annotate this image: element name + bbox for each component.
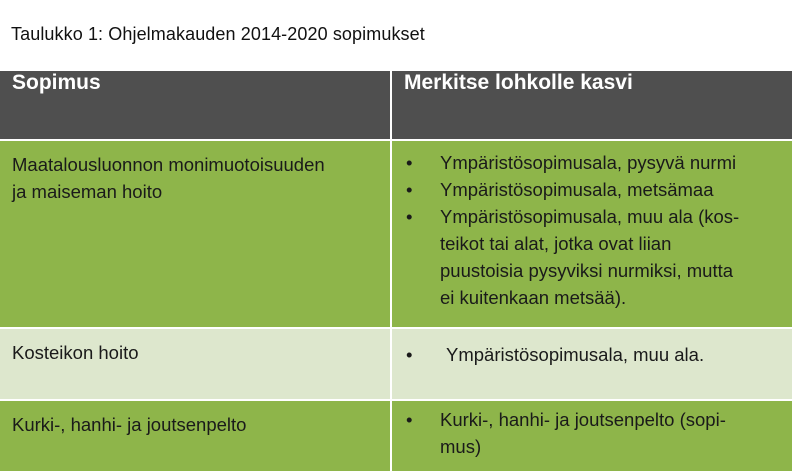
header-merkitse [391,71,792,140]
table-header-row [0,71,792,140]
sopimus-text [0,141,390,205]
header-sopimus [0,71,391,140]
sopimus-line: Kurki-, hanhi- ja joutsenpelto [12,414,247,435]
bullet-icon: • [406,344,413,365]
list-item-line: ei kuitenkaan metsää). [440,287,627,308]
kasvi-cell [391,140,792,328]
sopimus-line: Kosteikon hoito [12,342,139,363]
sopimus-cell [0,140,391,328]
list-item [404,406,782,460]
list-item-line: mus) [440,436,482,457]
list-item-line: Ympäristösopimusala, muu ala (kos- [440,206,740,227]
sopimus-text [0,401,390,438]
list-item-line: puustoisia pysyviksi nurmiksi, mutta [440,260,734,281]
list-item [404,149,782,176]
sopimus-line: ja maiseman hoito [12,181,163,202]
bullet-icon: • [406,152,413,173]
sopimus-line: Maatalousluonnon monimuotoisuuden [12,154,325,175]
list-item [404,203,782,311]
kasvi-list [392,141,792,311]
table-caption: Taulukko 1: Ohjelmakauden 2014-2020 sopimukset [11,24,425,44]
header-sopimus-label: Sopimus [12,71,101,94]
list-item-line: Kurki-, hanhi- ja joutsenpelto (sopi- [440,409,726,430]
list-item-line: Ympäristösopimusala, metsämaa [440,179,714,200]
list-item [404,341,782,368]
sopimus-cell [0,400,391,472]
list-item-line: Ympäristösopimusala, muu ala. [446,344,705,365]
kasvi-list [392,329,792,368]
list-item-line: Ympäristösopimusala, pysyvä nurmi [440,152,737,173]
kasvi-list [392,401,792,460]
bullet-icon: • [406,206,413,227]
sopimus-text [0,329,390,366]
list-item [404,176,782,203]
table-row [0,328,792,400]
bullet-icon: • [406,409,413,430]
kasvi-cell [391,328,792,400]
bullet-icon: • [406,179,413,200]
kasvi-cell [391,400,792,472]
header-merkitse-label: Merkitse lohkolle kasvi [404,71,633,94]
table-row [0,400,792,472]
list-item-line: teikot tai alat, jotka ovat liian [440,233,672,254]
table-row [0,140,792,328]
sopimus-cell [0,328,391,400]
agreements-table [0,71,792,473]
